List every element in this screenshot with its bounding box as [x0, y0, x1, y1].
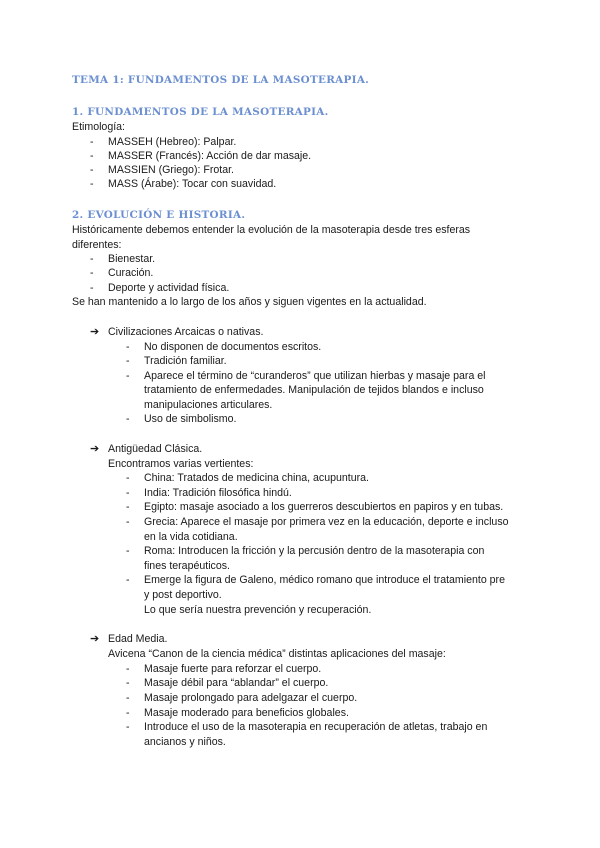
bullet-dash: - — [126, 574, 130, 586]
bullet-dash: - — [90, 282, 94, 294]
bullet-dash: - — [126, 487, 130, 499]
document-title: TEMA 1: FUNDAMENTOS DE LA MASOTERAPIA. — [72, 74, 370, 86]
list-item: Roma: Introducen la fricción y la percusión dentro de la masoterapia con — [144, 545, 485, 557]
arrow-icon: ➔ — [90, 443, 100, 455]
bullet-dash: - — [126, 413, 130, 425]
bullet-dash: - — [90, 267, 94, 279]
era-2-subtitle: Encontramos varias vertientes: — [108, 458, 254, 470]
bullet-dash: - — [90, 253, 94, 265]
bullet-dash: - — [90, 164, 94, 176]
list-item: MASSIEN (Griego): Frotar. — [108, 164, 234, 176]
list-item: Masaje moderado para beneficios globales. — [144, 707, 349, 719]
bullet-dash: - — [126, 472, 130, 484]
list-item: Aparece el término de “curanderos” que utilizan hierbas y masaje para el — [144, 370, 486, 382]
list-item: Bienestar. — [108, 253, 156, 265]
era-1-title: Civilizaciones Arcaicas o nativas. — [108, 326, 264, 338]
bullet-dash: - — [126, 516, 130, 528]
list-item: Masaje débil para “ablandar” el cuerpo. — [144, 677, 329, 689]
bullet-dash: - — [126, 692, 130, 704]
section-2-closing: Se han mantenido a lo largo de los años y siguen vigentes en la actualidad. — [72, 296, 427, 308]
bullet-dash: - — [90, 178, 94, 190]
list-item-continuation: Lo que sería nuestra prevención y recuperación. — [144, 604, 372, 616]
list-item: No disponen de documentos escritos. — [144, 341, 322, 353]
list-item: Masaje prolongado para adelgazar el cuerpo. — [144, 692, 358, 704]
list-item: Deporte y actividad física. — [108, 282, 230, 294]
bullet-dash: - — [126, 545, 130, 557]
list-item: Egipto: masaje asociado a los guerreros descubiertos en papiros y en tubas. — [144, 501, 504, 513]
list-item: India: Tradición filosófica hindú. — [144, 487, 292, 499]
list-item: China: Tratados de medicina china, acupuntura. — [144, 472, 369, 484]
section-1-heading: 1. FUNDAMENTOS DE LA MASOTERAPIA. — [72, 106, 329, 118]
arrow-icon: ➔ — [90, 633, 100, 645]
bullet-dash: - — [90, 150, 94, 162]
bullet-dash: - — [126, 501, 130, 513]
list-item-continuation: y post deportivo. — [144, 589, 222, 601]
bullet-dash: - — [126, 370, 130, 382]
era-3-title: Edad Media. — [108, 633, 168, 645]
bullet-dash: - — [126, 341, 130, 353]
bullet-dash: - — [126, 677, 130, 689]
bullet-dash: - — [126, 663, 130, 675]
list-item-continuation: tratamiento de enfermedades. Manipulación de tejidos blandos e incluso — [144, 384, 484, 396]
list-item: Introduce el uso de la masoterapia en recuperación de atletas, trabajo en — [144, 721, 488, 733]
arrow-icon: ➔ — [90, 326, 100, 338]
section-2-intro-line-2: diferentes: — [72, 239, 122, 251]
era-2-title: Antigüedad Clásica. — [108, 443, 203, 455]
bullet-dash: - — [126, 355, 130, 367]
list-item-continuation: fines terapéuticos. — [144, 560, 230, 572]
list-item: MASSEH (Hebreo): Palpar. — [108, 136, 237, 148]
list-item-continuation: manipulaciones articulares. — [144, 399, 273, 411]
era-3-subtitle: Avicena “Canon de la ciencia médica” distintas aplicaciones del masaje: — [108, 648, 446, 660]
section-2-heading: 2. EVOLUCIÓN E HISTORIA. — [72, 209, 246, 221]
bullet-dash: - — [126, 721, 130, 733]
list-item-continuation: ancianos y niños. — [144, 736, 226, 748]
list-item: Masaje fuerte para reforzar el cuerpo. — [144, 663, 322, 675]
list-item: Tradición familiar. — [144, 355, 227, 367]
bullet-dash: - — [90, 136, 94, 148]
list-item: Curación. — [108, 267, 154, 279]
list-item: MASS (Árabe): Tocar con suavidad. — [108, 178, 277, 190]
section-2-intro-line-1: Históricamente debemos entender la evolución de la masoterapia desde tres esferas — [72, 224, 471, 236]
list-item: MASSER (Francés): Acción de dar masaje. — [108, 150, 312, 162]
list-item: Uso de simbolismo. — [144, 413, 237, 425]
list-item: Grecia: Aparece el masaje por primera vez en la educación, deporte e incluso — [144, 516, 509, 528]
bullet-dash: - — [126, 707, 130, 719]
section-1-intro: Etimología: — [72, 121, 125, 133]
list-item-continuation: en la vida cotidiana. — [144, 531, 238, 543]
list-item: Emerge la figura de Galeno, médico romano que introduce el tratamiento pre — [144, 574, 505, 586]
